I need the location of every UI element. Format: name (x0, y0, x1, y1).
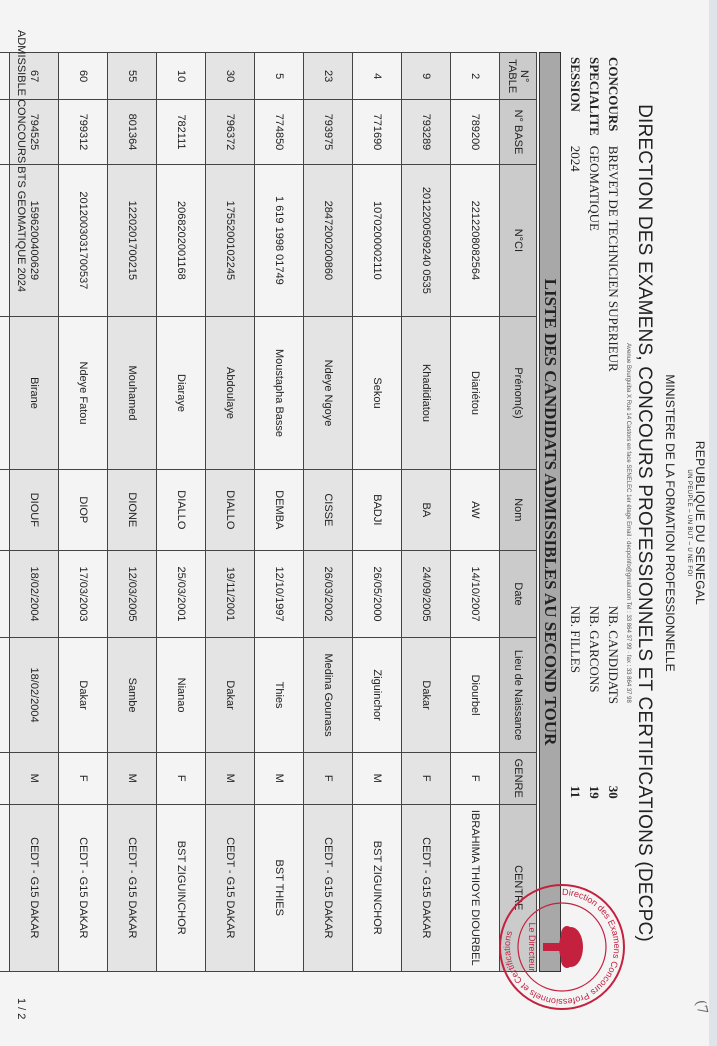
cell-lieu: 18/02/2004 (10, 638, 59, 753)
cell-table: 60 (59, 53, 108, 100)
cell-centre: CEDT - G15 DAKAR (206, 804, 255, 971)
cell-base: 794525 (10, 100, 59, 164)
cell-nci (0, 164, 10, 317)
cell-prenom: Abdoulaye (206, 317, 255, 470)
cell-lieu: Sambe (108, 638, 157, 753)
nb-garcons-value: 19 (587, 785, 603, 799)
cell-base (0, 100, 10, 164)
cell-genre: M (255, 752, 304, 804)
cell-table: 30 (206, 53, 255, 100)
cell-prenom (0, 317, 10, 470)
col-header-table-line2: TABLE (506, 59, 518, 94)
nb-filles-label: NB. FILLES (568, 605, 584, 673)
cell-date: 18/02/2004 (10, 550, 59, 637)
cell-nci: 2012003031700537 (59, 164, 108, 317)
cell-centre: CEDT - G15 DAKAR (402, 804, 451, 971)
nb-candidats-value: 30 (605, 785, 621, 799)
cell-table: 2 (451, 53, 500, 100)
cell-nom: DEMBA (255, 469, 304, 550)
national-motto: UN PEUPLE – UN BUT – U NE FOI (686, 469, 692, 577)
cell-base: 793289 (402, 100, 451, 164)
col-header-table-line1: N° (518, 70, 530, 83)
cell-lieu: Dakar (402, 638, 451, 753)
cell-prenom: Ndeye Ngoye (304, 317, 353, 470)
cell-base: 789200 (451, 100, 500, 164)
list-title: LISTE DES CANDIDATS ADMISSIBLES AU SECOND TOUR (539, 52, 561, 972)
cell-date: 14/10/2007 (451, 550, 500, 637)
official-stamp (497, 882, 627, 1012)
cell-nom: DIOUF (10, 469, 59, 550)
cell-prenom: Moustapha Basse (255, 317, 304, 470)
cell-lieu: Nianao (157, 638, 206, 753)
table-row (402, 53, 451, 972)
cell-table: 67 (10, 53, 59, 100)
specialite-value: GEOMATIQUE (587, 145, 603, 231)
cell-table: 10 (157, 53, 206, 100)
table-row (59, 53, 108, 972)
cell-lieu: Dakar (206, 638, 255, 753)
address-line: Avenue Bourguiba X Rue 14 Castors en face SENELEC 1er étage Email : decpcinfo@gmail.com Tel : 33 864 37 99 · fax : 33 864 37 98 (625, 343, 631, 703)
table-row (255, 53, 304, 972)
cell-nci: 1220201700215 (108, 164, 157, 317)
cell-nci: 2212208082564 (451, 164, 500, 317)
nb-candidats-label: NB. CANDIDATS (605, 605, 621, 704)
cell-nci: 2068202001168 (157, 164, 206, 317)
cell-table: 23 (304, 53, 353, 100)
cell-nom: AW (451, 469, 500, 550)
cell-centre: BST THIES (255, 804, 304, 971)
col-header-nci: N°CI (500, 164, 537, 317)
cell-genre: M (353, 752, 402, 804)
page-number: 1 / 2 (15, 998, 27, 1020)
cell-date (0, 550, 10, 637)
cell-centre: CEDT - G15 DAKAR (10, 804, 59, 971)
cell-genre: F (304, 752, 353, 804)
cell-lieu: Ziguinchor (353, 638, 402, 753)
cell-prenom: Diaraye (157, 317, 206, 470)
ministry-title: MINISTERE DE LA FORMATION PROFESSIONNELLE (663, 374, 677, 672)
handwritten-note: (7 (691, 998, 711, 1016)
cell-prenom: Mouhamed (108, 317, 157, 470)
cell-table: 55 (108, 53, 157, 100)
col-header-genre: GENRE (500, 752, 537, 804)
cell-nci: 1 619 1998 01749 (255, 164, 304, 317)
cell-nom: DIONE (108, 469, 157, 550)
cell-nci: 1070200002110 (353, 164, 402, 317)
specialite-label: SPECIALITE (587, 57, 603, 136)
table-row (304, 53, 353, 972)
cell-table: 9 (402, 53, 451, 100)
concours-label: CONCOURS (605, 57, 621, 132)
cell-centre: IBRAHIMA THIOYE DIOURBEL (451, 804, 500, 971)
cell-nom: DIOP (59, 469, 108, 550)
cell-nom: CISSE (304, 469, 353, 550)
col-header-nom: Nom (500, 469, 537, 550)
cell-genre: F (59, 752, 108, 804)
cell-centre: CEDT - G15 DAKAR (108, 804, 157, 971)
table-row (353, 53, 402, 972)
stamp-center-text: Le Directeur (527, 922, 537, 972)
cell-base: 782111 (157, 100, 206, 164)
cell-prenom: Birane (10, 317, 59, 470)
cell-nci: 2012200509240 0535 (402, 164, 451, 317)
cell-lieu: Dakar (59, 638, 108, 753)
nb-filles-value: 11 (568, 785, 584, 799)
cell-lieu: Diourbel (451, 638, 500, 753)
cell-base: 796372 (206, 100, 255, 164)
cell-date: 26/05/2000 (353, 550, 402, 637)
session-value: 2024 (568, 145, 584, 172)
cell-lieu: Medina Gounass (304, 638, 353, 753)
table-row (206, 53, 255, 972)
col-header-lieu: Lieu de Naissance (500, 638, 537, 753)
col-header-table (500, 53, 537, 100)
cell-date: 17/03/2003 (59, 550, 108, 637)
col-header-base: N° BASE (500, 100, 537, 164)
cell-centre: CEDT - G15 DAKAR (304, 804, 353, 971)
nb-garcons-label: NB. GARCONS (587, 605, 603, 693)
cell-nci: 1596200400629 (10, 164, 59, 317)
cell-prenom: Diariétou (451, 317, 500, 470)
cell-nom: DIALLO (206, 469, 255, 550)
cell-centre: BST ZIGUINCHOR (353, 804, 402, 971)
republic-title: REPUBLIQUE DU SENEGAL (693, 440, 707, 606)
session-label: SESSION (568, 57, 584, 112)
table-header-row (500, 53, 537, 972)
cell-genre: F (451, 752, 500, 804)
cell-date: 25/03/2001 (157, 550, 206, 637)
cell-lieu (0, 638, 10, 753)
cell-centre: CEDT - G15 DAKAR (59, 804, 108, 971)
cell-nom: BADJI (353, 469, 402, 550)
concours-value: BREVET DE TECHNICIEN SUPERIEUR (605, 145, 621, 372)
baobab-emblem-icon (543, 926, 583, 968)
cell-genre: F (157, 752, 206, 804)
cell-base: 801364 (108, 100, 157, 164)
col-header-centre: CENTRE (500, 804, 537, 971)
cell-nom (0, 469, 10, 550)
cell-genre: M (108, 752, 157, 804)
cell-prenom: Sekou (353, 317, 402, 470)
cell-date: 24/09/2005 (402, 550, 451, 637)
cell-lieu: Thies (255, 638, 304, 753)
cell-nom: BA (402, 469, 451, 550)
cell-genre (0, 752, 10, 804)
cell-centre (0, 804, 10, 971)
cell-base: 774850 (255, 100, 304, 164)
cell-nom: DIALLO (157, 469, 206, 550)
cell-date: 12/03/2005 (108, 550, 157, 637)
direction-title: DIRECTION DES EXAMENS, CONCOURS PROFESSIONNELS ET CERTIFICATIONS (DECPC) (634, 104, 655, 942)
cell-date: 12/10/1997 (255, 550, 304, 637)
col-header-prenom: Prénom(s) (500, 317, 537, 470)
cell-base: 799312 (59, 100, 108, 164)
cell-date: 26/03/2002 (304, 550, 353, 637)
cell-base: 793975 (304, 100, 353, 164)
cell-prenom: Ndeye Fatou (59, 317, 108, 470)
cell-nci: 1755200102245 (206, 164, 255, 317)
cell-base: 771690 (353, 100, 402, 164)
cell-date: 19/11/2001 (206, 550, 255, 637)
cell-table: 4 (353, 53, 402, 100)
cell-genre: M (10, 752, 59, 804)
candidates-body (0, 53, 500, 972)
cell-table: 5 (255, 53, 304, 100)
table-row (451, 53, 500, 972)
exam-info-table (566, 52, 622, 922)
stamp-arc-text: Direction des Examens Concours Professionnels et Certifications (501, 886, 623, 1008)
col-header-date: Date (500, 550, 537, 637)
candidates-table (0, 52, 537, 972)
table-row (0, 53, 10, 972)
cell-genre: M (206, 752, 255, 804)
cell-nci: 2847200200860 (304, 164, 353, 317)
cell-genre: F (402, 752, 451, 804)
footer-title: ADMISSIBLE CONCOURS BTS GEOMATIQUE 2024 (15, 30, 27, 293)
cell-centre: BST ZIGUINCHOR (157, 804, 206, 971)
table-row (157, 53, 206, 972)
cell-prenom: Khadidiatou (402, 317, 451, 470)
table-row (108, 53, 157, 972)
cell-table (0, 53, 10, 100)
